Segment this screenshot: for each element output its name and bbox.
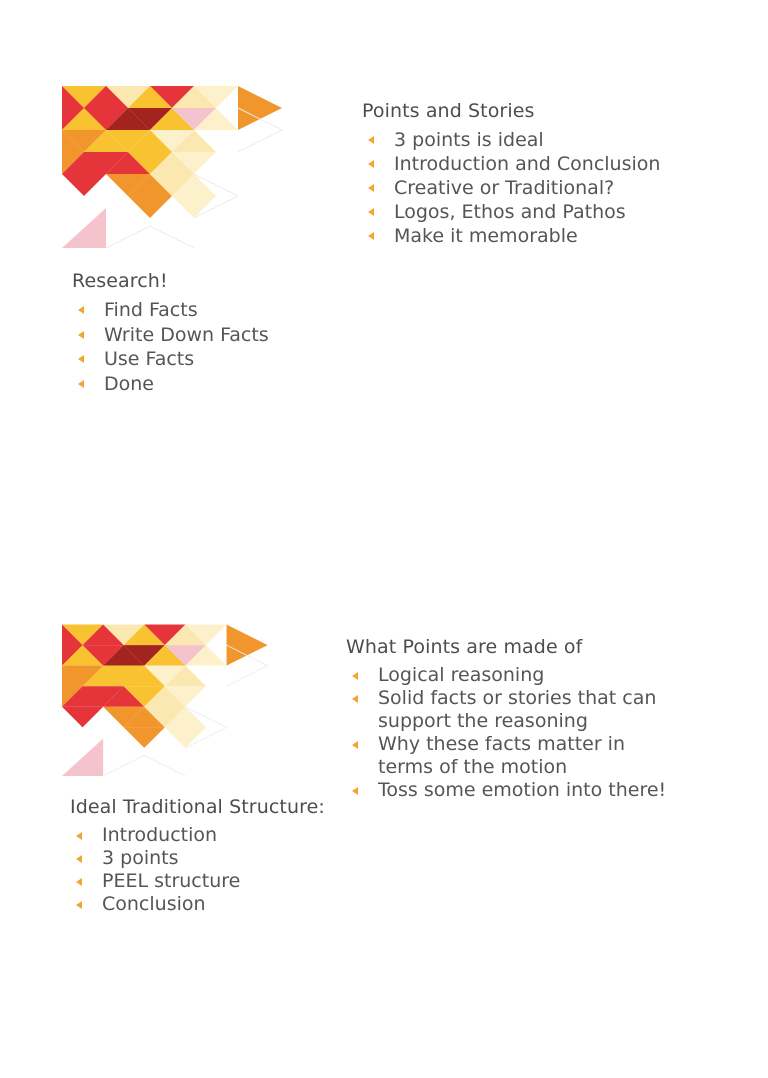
bullet-triangle-icon bbox=[368, 208, 374, 216]
slide-heading: What Points are made of bbox=[346, 636, 583, 658]
list-item: Logical reasoning bbox=[346, 664, 686, 687]
triangle-mosaic-graphic bbox=[62, 624, 277, 784]
bullet-list bbox=[346, 664, 686, 802]
list-item: Logos, Ethos and Pathos bbox=[362, 200, 660, 224]
list-item: 3 points is ideal bbox=[362, 128, 660, 152]
bullet-triangle-icon bbox=[78, 380, 84, 388]
bullet-triangle-icon bbox=[352, 672, 358, 680]
points-and-stories-block bbox=[362, 100, 660, 248]
bullet-triangle-icon bbox=[78, 355, 84, 363]
list-item: PEEL structure bbox=[70, 870, 325, 893]
bullet-triangle-icon bbox=[76, 855, 82, 863]
bullet-list bbox=[72, 298, 269, 396]
list-item: Solid facts or stories that can support the reasoning bbox=[346, 687, 686, 733]
bullet-triangle-icon bbox=[368, 160, 374, 168]
slide-1 bbox=[0, 80, 768, 540]
list-item: Why these facts matter in terms of the motion bbox=[346, 733, 686, 779]
bullet-triangle-icon bbox=[352, 741, 358, 749]
slide-heading: Ideal Traditional Structure: bbox=[70, 796, 325, 818]
slide-2 bbox=[0, 618, 768, 1078]
slide-heading: Research! bbox=[72, 270, 168, 292]
bullet-triangle-icon bbox=[78, 331, 84, 339]
triangle-mosaic-graphic bbox=[62, 86, 292, 256]
bullet-triangle-icon bbox=[352, 695, 358, 703]
bullet-triangle-icon bbox=[368, 232, 374, 240]
bullet-triangle-icon bbox=[76, 878, 82, 886]
bullet-triangle-icon bbox=[368, 184, 374, 192]
list-item: Conclusion bbox=[70, 893, 325, 916]
bullet-list bbox=[70, 824, 325, 916]
bullet-triangle-icon bbox=[352, 787, 358, 795]
bullet-list bbox=[362, 128, 660, 248]
list-item: Toss some emotion into there! bbox=[346, 779, 686, 802]
list-item: Write Down Facts bbox=[72, 323, 269, 347]
list-item: 3 points bbox=[70, 847, 325, 870]
bullet-triangle-icon bbox=[76, 832, 82, 840]
list-item: Make it memorable bbox=[362, 224, 660, 248]
what-points-are-made-of-block bbox=[346, 636, 686, 802]
list-item: Introduction and Conclusion bbox=[362, 152, 660, 176]
ideal-traditional-structure-block bbox=[70, 796, 325, 916]
bullet-triangle-icon bbox=[368, 136, 374, 144]
list-item: Creative or Traditional? bbox=[362, 176, 660, 200]
bullet-triangle-icon bbox=[78, 306, 84, 314]
list-item: Introduction bbox=[70, 824, 325, 847]
research-block bbox=[72, 270, 269, 396]
slide-heading: Points and Stories bbox=[362, 100, 535, 122]
list-item: Use Facts bbox=[72, 347, 269, 371]
list-item: Find Facts bbox=[72, 298, 269, 322]
bullet-triangle-icon bbox=[76, 901, 82, 909]
list-item: Done bbox=[72, 372, 269, 396]
